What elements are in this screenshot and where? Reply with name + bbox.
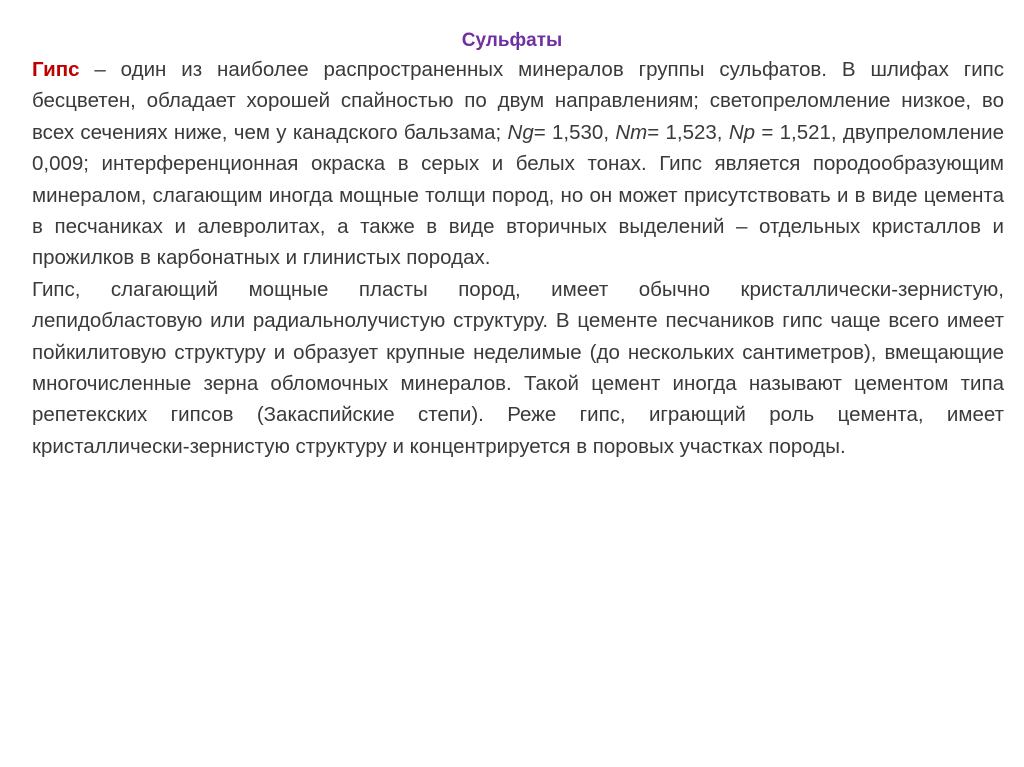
paragraph-rest-text: = 1,521, двупреломление 0,009; интерференционная окраска в серых и белых тонах. Гипс является породообразующим минералом, слагающим иногда мощные толщи пород, но он может присутствовать и в виде цемента в песчаниках и алевролитах, а также в виде вторичных выделений – отдельных кристаллов и прожилков в карбонатных и глинистых породах.: [32, 120, 1005, 270]
value-ng: = 1,530,: [533, 120, 616, 144]
paragraph-gypsum-structure: Гипс, слагающий мощные пласты пород, имеет обычно кристаллически-зернистую, лепидобластовую или радиальнолучистую структуру. В цементе песчаников гипс чаще всего имеет пойкилитовую структуру и образует крупные неделимые (до нескольких сантиметров), вмещающие многочисленные зерна обломочных минералов. Такой цемент иногда называют цементом типа репетекских гипсов (Закаспийские степи). Реже гипс, играющий роль цемента, имеет кристаллически-зернистую структуру и концентрируется в поровых участках породы.: [32, 277, 1004, 458]
symbol-np: Np: [728, 120, 756, 144]
slide-title: Сульфаты: [461, 30, 563, 51]
slide-body: [32, 54, 1004, 462]
symbol-nm: Nm: [615, 120, 648, 144]
value-nm: = 1,523,: [647, 120, 729, 144]
paragraph-intro-text: – один из наиболее распространенных минералов группы сульфатов. В шлифах гипс бесцветен, обладает хорошей спайностью по двум направлениям; светопреломление низкое, во всех сечениях ниже, чем у канадского бальзама;: [32, 58, 1004, 144]
term-gypsum: Гипс: [32, 58, 80, 81]
symbol-ng: Ng: [507, 120, 534, 144]
paragraph-gypsum-description: [32, 54, 1004, 274]
